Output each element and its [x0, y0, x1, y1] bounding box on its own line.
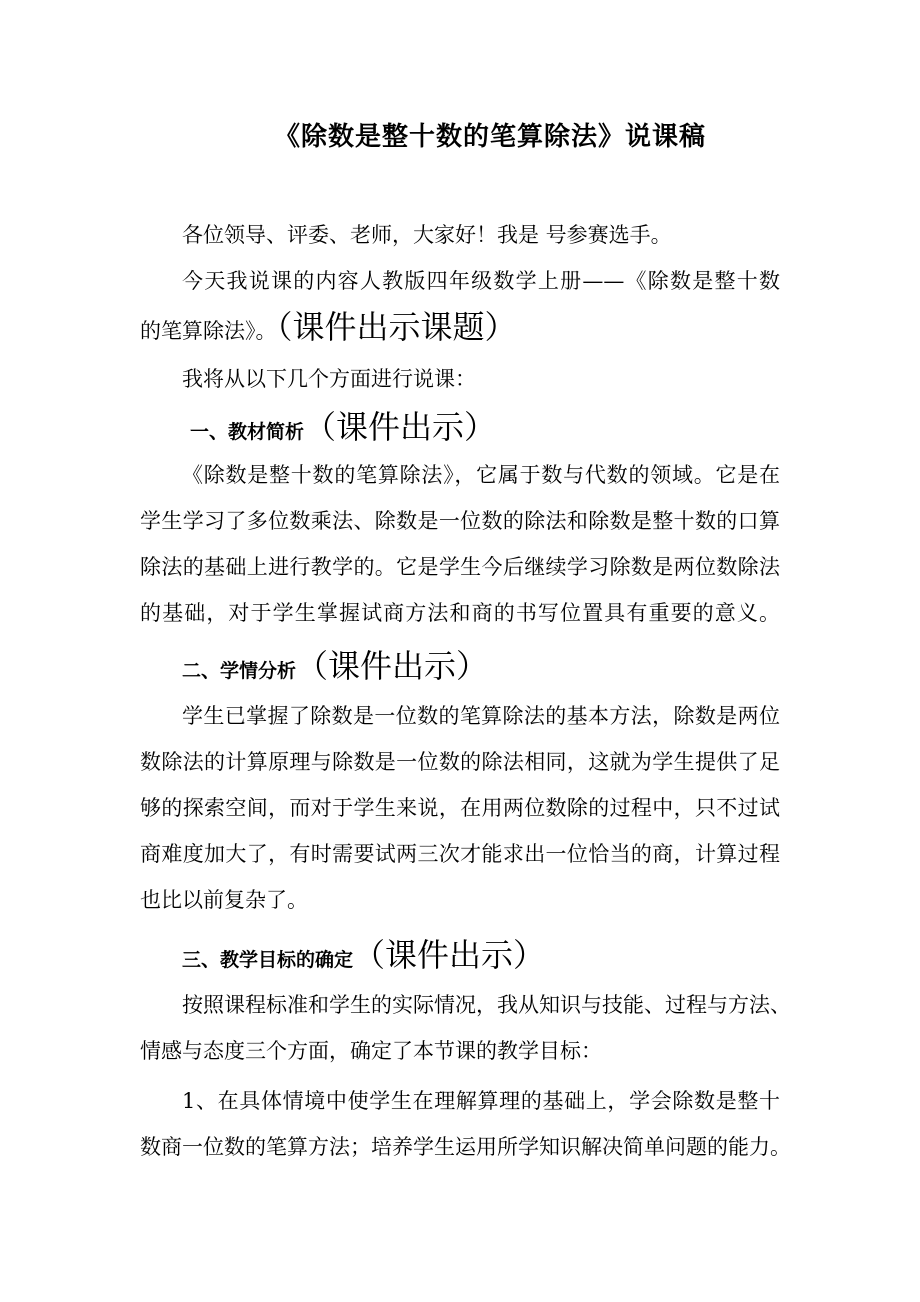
paragraph-student-line5: 也比以前复杂了。 [140, 888, 308, 912]
paragraph-goal1-line2: 数商一位数的笔算方法；培养学生运用所学知识解决简单问题的能力。 [140, 1135, 791, 1159]
paragraph-goals-line2: 情感与态度三个方面，确定了本节课的教学目标： [140, 1039, 602, 1063]
paragraph-textbook-line3: 除法的基础上进行教学的。它是学生今后继续学习除数是两位数除法 [140, 555, 780, 579]
courseware-title-note: （课件出示课题） [276, 308, 517, 346]
intro-text: 的笔算除法》。 [140, 319, 277, 343]
heading-label: 三、教学目标的确定 [182, 949, 354, 971]
heading-note: （课件出示） [304, 408, 497, 446]
heading-student-analysis [182, 647, 489, 686]
heading-note: （课件出示） [353, 936, 546, 974]
paragraph-intro-line2 [140, 308, 517, 346]
paragraph-textbook-line4: 的基础，对于学生掌握试商方法和商的书写位置具有重要的意义。 [140, 601, 780, 625]
paragraph-student-line3: 够的探索空间，而对于学生来说，在用两位数除的过程中，只不过试 [140, 796, 780, 820]
paragraph-overview: 我将从以下几个方面进行说课： [182, 367, 476, 391]
paragraph-goals-line1: 按照课程标准和学生的实际情况，我从知识与技能、过程与方法、 [182, 993, 791, 1017]
heading-note: （课件出示） [296, 647, 489, 685]
paragraph-student-line1: 学生已掌握了除数是一位数的笔算除法的基本方法，除数是两位 [182, 704, 780, 728]
paragraph-textbook-line1: 《除数是整十数的笔算除法》，它属于数与代数的领域。它是在 [182, 463, 780, 487]
paragraph-student-line2: 数除法的计算原理与除数是一位数的除法相同，这就为学生提供了足 [140, 750, 780, 774]
paragraph-intro-line1: 今天我说课的内容人教版四年级数学上册——《除数是整十数 [182, 269, 780, 293]
paragraph-greeting: 各位领导、评委、老师，大家好！我是 号参赛选手。 [182, 223, 672, 247]
paragraph-goal1-line1: 1、在具体情境中使学生在理解算理的基础上，学会除数是整十 [182, 1089, 780, 1113]
page-title: 《除数是整十数的笔算除法》说课稿 [273, 122, 706, 152]
heading-teaching-goals [182, 936, 546, 975]
heading-textbook-analysis [190, 408, 497, 447]
heading-label: 一、教材简析 [190, 421, 305, 443]
paragraph-student-line4: 商难度加大了，有时需要试两三次才能求出一位恰当的商，计算过程 [140, 842, 780, 866]
heading-label: 二、学情分析 [182, 660, 297, 682]
paragraph-textbook-line2: 学生学习了多位数乘法、除数是一位数的除法和除数是整十数的口算 [140, 509, 780, 533]
